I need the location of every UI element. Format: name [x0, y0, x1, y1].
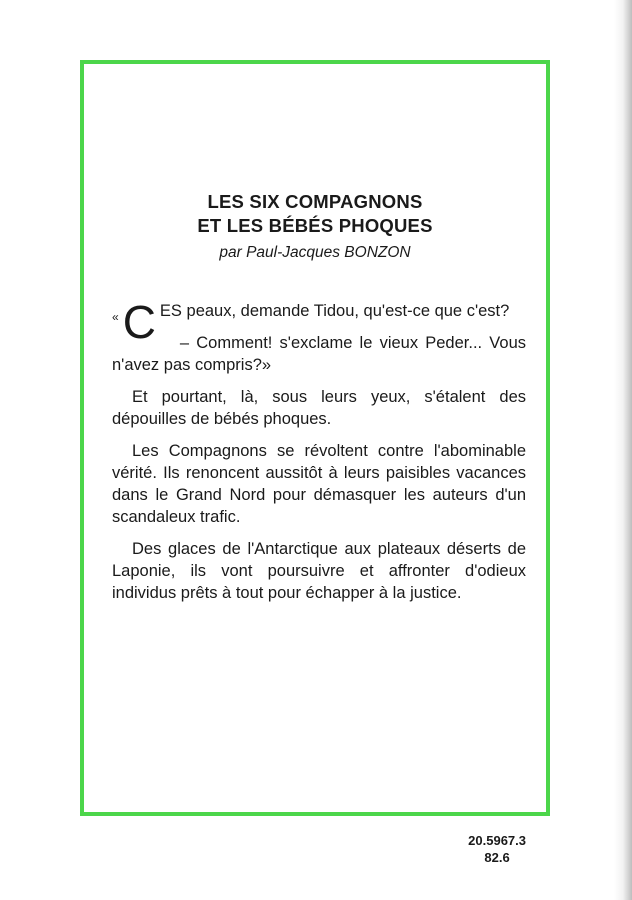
blurb-paragraph-4: Les Compagnons se révoltent contre l'abominable vérité. Ils renoncent aussitôt à leurs paisibles vacances dans le Grand Nord pour démasquer les auteurs d'un scandaleux trafic. [112, 442, 526, 526]
catalog-code [468, 832, 526, 866]
blurb-paragraph-3: Et pourtant, là, sous leurs yeux, s'étalent des dépouilles de bébés phoques. [112, 388, 526, 428]
opening-quote: « [112, 310, 119, 324]
catalog-code-line-1: 20.5967.3 [468, 833, 526, 848]
blurb-paragraph-1 [112, 296, 526, 348]
author-line: par Paul-Jacques BONZON [219, 244, 411, 261]
blurb-paragraph-2: – Comment! s'exclame le vieux Peder... Vous n'avez pas compris?» [112, 334, 526, 374]
title-line-2: ET LES BÉBÉS PHOQUES [197, 215, 433, 236]
catalog-code-line-2: 82.6 [484, 850, 510, 865]
book-spine-shadow [614, 0, 632, 900]
drop-cap: C [122, 296, 156, 348]
blurb-text [112, 296, 526, 614]
title-line-1: LES SIX COMPAGNONS [207, 191, 423, 212]
blurb-paragraph-5: Des glaces de l'Antarctique aux plateaux déserts de Laponie, ils vont poursuivre et affronter d'odieux individus prêts à tout pour échapper à la justice. [112, 540, 526, 602]
back-cover-frame [80, 60, 550, 816]
blurb-paragraph-1-text: ES peaux, demande Tidou, qu'est-ce que c'est? [159, 302, 510, 320]
book-title [84, 190, 546, 238]
